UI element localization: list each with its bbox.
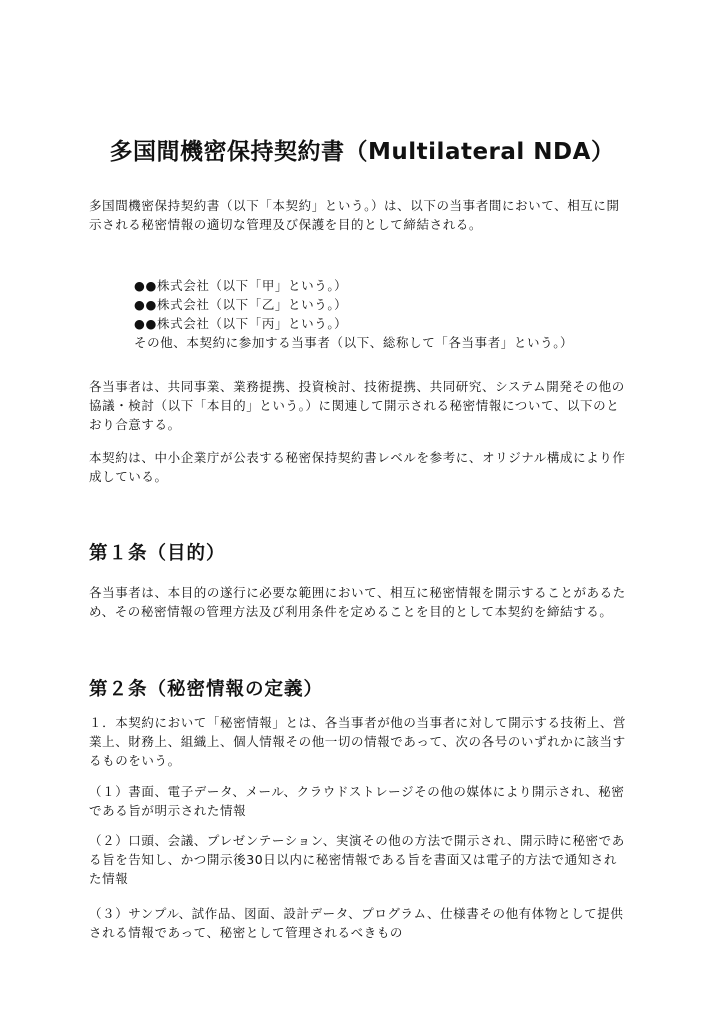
item-line: （３）サンプル、試作品、図面、設計データ、プログラム、仕様書その他有体物として提供: [89, 906, 624, 921]
party-item: ●●株式会社（以下「丙」という。）: [134, 316, 348, 331]
party-item: その他、本契約に参加する当事者（以下、総称して「各当事者」という。）: [134, 335, 574, 350]
item-line: （１）書面、電子データ、メール、クラウドストレージその他の媒体により開示され、秘密: [89, 784, 625, 799]
intro-line: 多国間機密保持契約書（以下「本契約」という。）は、以下の当事者間において、相互に開: [89, 198, 620, 213]
note-line: 成している。: [89, 469, 168, 484]
party-item: ●●株式会社（以下「甲」という。）: [134, 278, 348, 293]
intro-line: 示される秘密情報の適切な管理及び保護を目的として締結される。: [89, 217, 483, 232]
note-paragraph: [89, 448, 649, 486]
article-2-item-1: [89, 782, 649, 820]
clause-line: 業上、財務上、組織上、個人情報その他一切の情報であって、次の各号のいずれかに該当す: [89, 734, 626, 749]
item-line: る旨を告知し、かつ開示後30日以内に秘密情報である旨を書面又は電子的方法で通知され: [89, 852, 618, 867]
intro-paragraph: [89, 196, 649, 234]
article-1-heading: 第１条（目的）: [89, 543, 226, 564]
party-item: ●●株式会社（以下「乙」という。）: [134, 297, 348, 312]
party-list: [134, 276, 573, 352]
article-2-clause-1: [89, 713, 649, 770]
item-line: （２）口頭、会議、プレゼンテーション、実演その他の方法で開示され、開示時に秘密であ: [89, 833, 625, 848]
article-1-line: め、その秘密情報の管理方法及び利用条件を定めることを目的として本契約を締結する。: [89, 604, 613, 619]
article-1-paragraph: [89, 583, 649, 621]
purpose-line: おり合意する。: [89, 417, 181, 432]
item-line: た情報: [89, 871, 129, 886]
clause-line: １．本契約において「秘密情報」とは、各当事者が他の当事者に対して開示する技術上、営: [89, 715, 627, 730]
item-line: される情報であって、秘密として管理されるべきもの: [89, 925, 404, 940]
clause-line: るものをいう。: [89, 753, 181, 768]
item-line: である旨が明示された情報: [89, 803, 247, 818]
purpose-line: 各当事者は、共同事業、業務提携、投資検討、技術提携、共同研究、システム開発その他の: [89, 379, 625, 394]
document-title: 多国間機密保持契約書（Multilateral NDA）: [109, 139, 615, 166]
article-1-line: 各当事者は、本目的の遂行に必要な範囲において、相互に秘密情報を開示することがあるた: [89, 585, 626, 600]
purpose-line: 協議・検討（以下「本目的」という。）に関連して開示される秘密情報について、以下のと: [89, 398, 620, 413]
article-2-item-3: [89, 904, 649, 942]
purpose-paragraph: [89, 377, 649, 434]
article-2-heading: 第２条（秘密情報の定義）: [89, 679, 324, 700]
article-2-item-2: [89, 831, 649, 888]
note-line: 本契約は、中小企業庁が公表する秘密保持契約書レベルを参考に、オリジナル構成により作: [89, 450, 626, 465]
